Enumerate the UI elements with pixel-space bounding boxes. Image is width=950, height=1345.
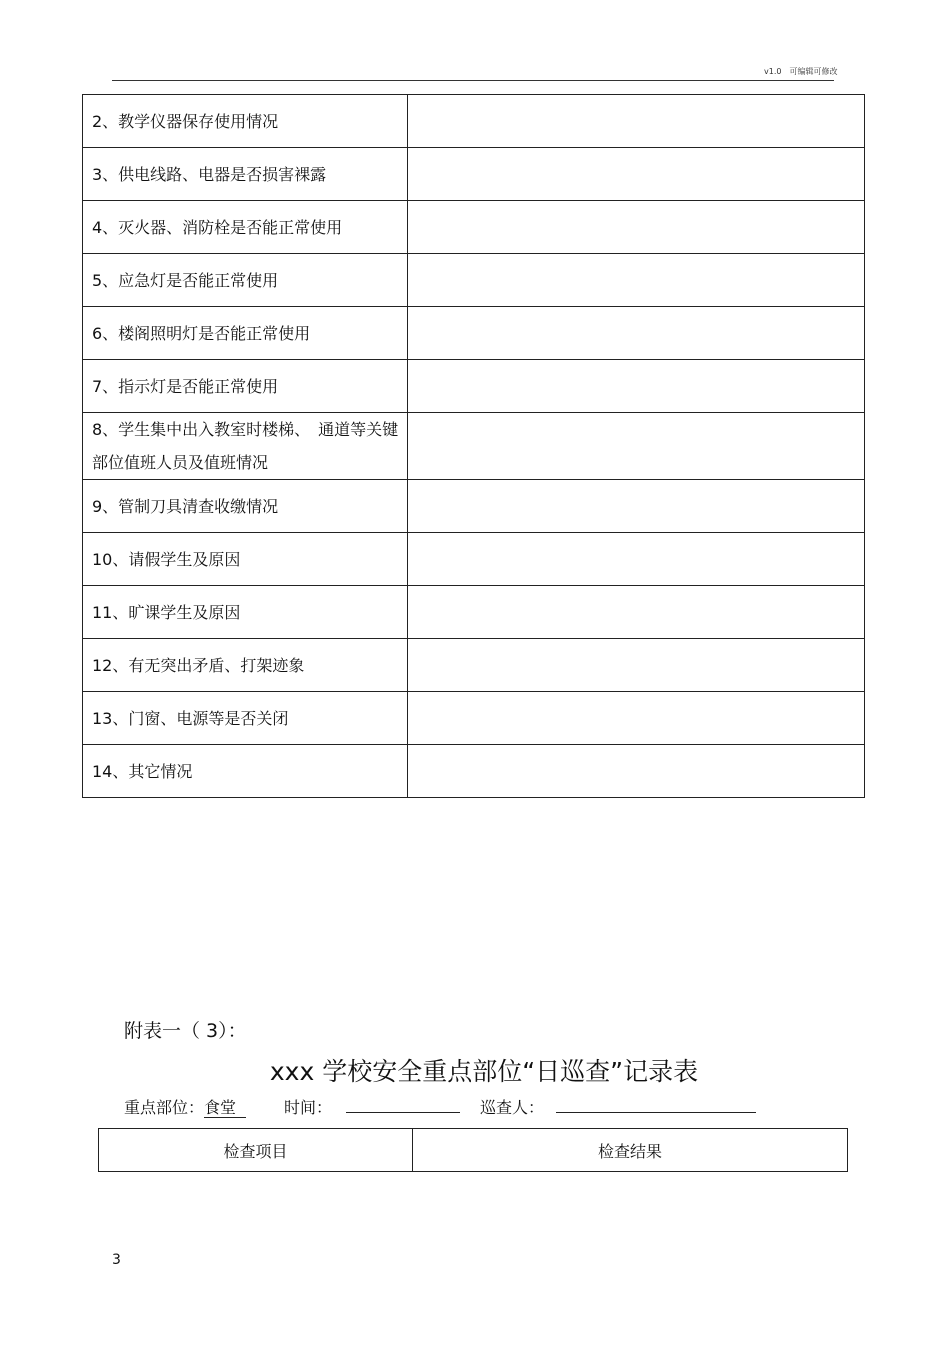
table-row [83, 307, 865, 360]
table-row [83, 360, 865, 413]
check-result[interactable] [408, 692, 865, 745]
record-table-header [98, 1128, 848, 1172]
check-item: 10、请假学生及原因 [83, 533, 408, 586]
check-item: 8、学生集中出入教室时楼梯、 通道等关键部位值班人员及值班情况 [83, 413, 408, 480]
form-meta [124, 1094, 756, 1118]
table-row [83, 480, 865, 533]
check-result[interactable] [408, 95, 865, 148]
inspector-label: 巡查人： [480, 1098, 545, 1117]
check-result[interactable] [408, 201, 865, 254]
col-item-header: 检查项目 [99, 1129, 413, 1172]
check-result[interactable] [408, 745, 865, 798]
check-item: 6、楼阁照明灯是否能正常使用 [83, 307, 408, 360]
location-value[interactable]: 食堂 [204, 1099, 246, 1118]
form-title: xxx 学校安全重点部位“日巡查”记录表 [269, 1057, 699, 1086]
time-label: 时间： [284, 1098, 333, 1117]
check-result[interactable] [408, 533, 865, 586]
check-item: 9、管制刀具清查收缴情况 [83, 480, 408, 533]
check-result[interactable] [408, 360, 865, 413]
check-result[interactable] [408, 254, 865, 307]
table-row [83, 254, 865, 307]
table-row [83, 639, 865, 692]
check-result[interactable] [408, 148, 865, 201]
header-row [99, 1129, 848, 1172]
inspection-table [82, 94, 865, 798]
inspector-field[interactable] [556, 1094, 756, 1113]
table-row [83, 533, 865, 586]
check-result[interactable] [408, 480, 865, 533]
check-result[interactable] [408, 639, 865, 692]
check-item: 11、旷课学生及原因 [83, 586, 408, 639]
check-item: 5、应急灯是否能正常使用 [83, 254, 408, 307]
check-result[interactable] [408, 586, 865, 639]
table-row [83, 692, 865, 745]
table-row [83, 95, 865, 148]
page-number: 3 [112, 1252, 121, 1268]
location-label: 重点部位： [124, 1098, 205, 1117]
check-item: 2、教学仪器保存使用情况 [83, 95, 408, 148]
table-row [83, 201, 865, 254]
header-rule [112, 80, 834, 81]
appendix-label: 附表一（ 3）： [124, 1020, 247, 1042]
header-note: v1.0 可编辑可修改 [764, 67, 838, 76]
time-field[interactable] [346, 1094, 460, 1113]
check-result[interactable] [408, 307, 865, 360]
check-item: 3、供电线路、电器是否损害裸露 [83, 148, 408, 201]
table-row [83, 586, 865, 639]
check-item: 13、门窗、电源等是否关闭 [83, 692, 408, 745]
check-item: 7、指示灯是否能正常使用 [83, 360, 408, 413]
check-item: 12、有无突出矛盾、打架迹象 [83, 639, 408, 692]
check-item: 14、其它情况 [83, 745, 408, 798]
table-row [83, 745, 865, 798]
col-result-header: 检查结果 [413, 1129, 848, 1172]
table-row [83, 148, 865, 201]
table-row [83, 413, 865, 480]
check-result[interactable] [408, 413, 865, 480]
check-item: 4、灭火器、消防栓是否能正常使用 [83, 201, 408, 254]
